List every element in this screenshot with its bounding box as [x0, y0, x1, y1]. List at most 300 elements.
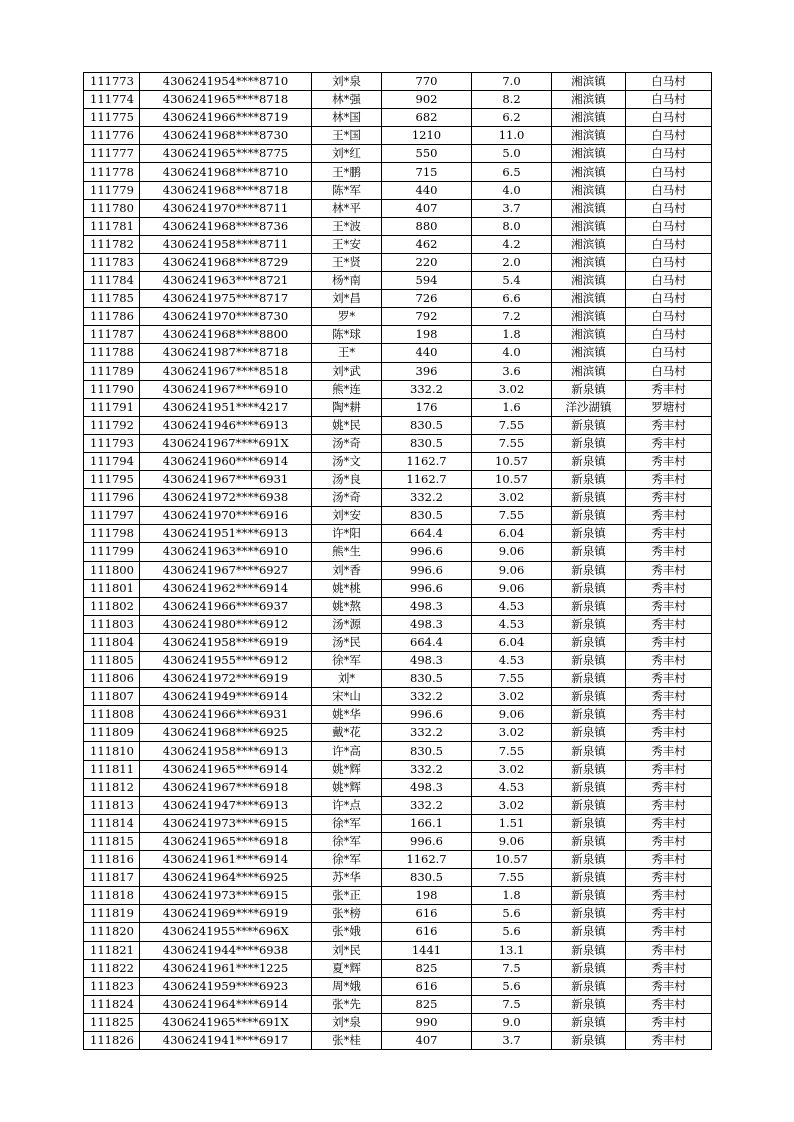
village-cell: 白马村 — [626, 73, 712, 91]
id-card-cell: 4306241944****6938 — [140, 941, 312, 959]
id-card-cell: 4306241965****6914 — [140, 760, 312, 778]
table-row — [84, 887, 712, 905]
village-cell: 秀丰村 — [626, 489, 712, 507]
record-id-cell: 111784 — [84, 272, 140, 290]
id-card-cell: 4306241968****8718 — [140, 181, 312, 199]
area-cell: 407 — [382, 199, 472, 217]
village-cell: 秀丰村 — [626, 742, 712, 760]
name-cell: 熊*连 — [312, 380, 382, 398]
record-id-cell: 111796 — [84, 489, 140, 507]
name-cell: 汤*文 — [312, 452, 382, 470]
record-id-cell: 111825 — [84, 1013, 140, 1031]
area-cell: 990 — [382, 1013, 472, 1031]
id-card-cell: 4306241964****6914 — [140, 995, 312, 1013]
name-cell: 姚*熬 — [312, 597, 382, 615]
record-id-cell: 111785 — [84, 290, 140, 308]
area-cell: 770 — [382, 73, 472, 91]
table-row — [84, 670, 712, 688]
amount-cell: 6.04 — [472, 525, 552, 543]
id-card-cell: 4306241980****6912 — [140, 615, 312, 633]
table-row — [84, 272, 712, 290]
amount-cell: 3.6 — [472, 362, 552, 380]
table-row — [84, 688, 712, 706]
id-card-cell: 4306241967****691X — [140, 434, 312, 452]
record-id-cell: 111823 — [84, 977, 140, 995]
village-cell: 白马村 — [626, 253, 712, 271]
name-cell: 刘*民 — [312, 941, 382, 959]
record-id-cell: 111826 — [84, 1031, 140, 1049]
town-cell: 新泉镇 — [552, 507, 626, 525]
town-cell: 湘滨镇 — [552, 127, 626, 145]
table-row — [84, 452, 712, 470]
name-cell: 刘* — [312, 670, 382, 688]
village-cell: 秀丰村 — [626, 597, 712, 615]
name-cell: 姚*华 — [312, 706, 382, 724]
amount-cell: 5.6 — [472, 977, 552, 995]
id-card-cell: 4306241959****6923 — [140, 977, 312, 995]
table-row — [84, 814, 712, 832]
amount-cell: 11.0 — [472, 127, 552, 145]
amount-cell: 3.02 — [472, 796, 552, 814]
record-id-cell: 111807 — [84, 688, 140, 706]
record-id-cell: 111802 — [84, 597, 140, 615]
village-cell: 秀丰村 — [626, 688, 712, 706]
area-cell: 715 — [382, 163, 472, 181]
town-cell: 新泉镇 — [552, 706, 626, 724]
id-card-cell: 4306241961****6914 — [140, 851, 312, 869]
village-cell: 秀丰村 — [626, 416, 712, 434]
area-cell: 996.6 — [382, 706, 472, 724]
table-row — [84, 145, 712, 163]
town-cell: 湘滨镇 — [552, 272, 626, 290]
record-id-cell: 111813 — [84, 796, 140, 814]
name-cell: 姚*辉 — [312, 760, 382, 778]
record-id-cell: 111820 — [84, 923, 140, 941]
area-cell: 616 — [382, 977, 472, 995]
amount-cell: 7.55 — [472, 507, 552, 525]
name-cell: 刘*泉 — [312, 73, 382, 91]
amount-cell: 4.53 — [472, 652, 552, 670]
name-cell: 王* — [312, 344, 382, 362]
id-card-cell: 4306241975****8717 — [140, 290, 312, 308]
amount-cell: 7.5 — [472, 959, 552, 977]
town-cell: 湘滨镇 — [552, 235, 626, 253]
table-row — [84, 1013, 712, 1031]
village-cell: 秀丰村 — [626, 525, 712, 543]
id-card-cell: 4306241968****8730 — [140, 127, 312, 145]
amount-cell: 4.53 — [472, 778, 552, 796]
id-card-cell: 4306241949****6914 — [140, 688, 312, 706]
name-cell: 刘*红 — [312, 145, 382, 163]
record-id-cell: 111812 — [84, 778, 140, 796]
village-cell: 罗塘村 — [626, 398, 712, 416]
village-cell: 秀丰村 — [626, 869, 712, 887]
amount-cell: 1.6 — [472, 398, 552, 416]
name-cell: 陶*耕 — [312, 398, 382, 416]
area-cell: 726 — [382, 290, 472, 308]
id-card-cell: 4306241970****8711 — [140, 199, 312, 217]
village-cell: 白马村 — [626, 362, 712, 380]
town-cell: 新泉镇 — [552, 670, 626, 688]
record-id-cell: 111808 — [84, 706, 140, 724]
area-cell: 1162.7 — [382, 452, 472, 470]
amount-cell: 6.6 — [472, 290, 552, 308]
area-cell: 616 — [382, 905, 472, 923]
amount-cell: 3.02 — [472, 380, 552, 398]
amount-cell: 9.06 — [472, 579, 552, 597]
amount-cell: 7.0 — [472, 73, 552, 91]
village-cell: 白马村 — [626, 326, 712, 344]
amount-cell: 7.55 — [472, 869, 552, 887]
record-id-cell: 111790 — [84, 380, 140, 398]
table-row — [84, 760, 712, 778]
name-cell: 许*阳 — [312, 525, 382, 543]
name-cell: 许*高 — [312, 742, 382, 760]
town-cell: 新泉镇 — [552, 977, 626, 995]
village-cell: 秀丰村 — [626, 941, 712, 959]
table-row — [84, 217, 712, 235]
id-card-cell: 4306241970****6916 — [140, 507, 312, 525]
town-cell: 新泉镇 — [552, 652, 626, 670]
town-cell: 新泉镇 — [552, 851, 626, 869]
table-row — [84, 525, 712, 543]
town-cell: 新泉镇 — [552, 887, 626, 905]
area-cell: 332.2 — [382, 489, 472, 507]
table-row — [84, 163, 712, 181]
record-id-cell: 111811 — [84, 760, 140, 778]
amount-cell: 7.55 — [472, 434, 552, 452]
record-id-cell: 111782 — [84, 235, 140, 253]
table-row — [84, 615, 712, 633]
town-cell: 新泉镇 — [552, 561, 626, 579]
amount-cell: 10.57 — [472, 851, 552, 869]
id-card-cell: 4306241961****1225 — [140, 959, 312, 977]
table-row — [84, 471, 712, 489]
name-cell: 陈*球 — [312, 326, 382, 344]
record-id-cell: 111801 — [84, 579, 140, 597]
record-id-cell: 111809 — [84, 724, 140, 742]
village-cell: 秀丰村 — [626, 959, 712, 977]
area-cell: 996.6 — [382, 543, 472, 561]
record-id-cell: 111821 — [84, 941, 140, 959]
table-row — [84, 796, 712, 814]
id-card-cell: 4306241965****8775 — [140, 145, 312, 163]
id-card-cell: 4306241968****8800 — [140, 326, 312, 344]
village-cell: 白马村 — [626, 217, 712, 235]
town-cell: 新泉镇 — [552, 760, 626, 778]
record-id-cell: 111804 — [84, 633, 140, 651]
id-card-cell: 4306241947****6913 — [140, 796, 312, 814]
village-cell: 白马村 — [626, 127, 712, 145]
town-cell: 新泉镇 — [552, 796, 626, 814]
record-id-cell: 111780 — [84, 199, 140, 217]
amount-cell: 4.2 — [472, 235, 552, 253]
amount-cell: 4.53 — [472, 597, 552, 615]
amount-cell: 5.6 — [472, 905, 552, 923]
area-cell: 830.5 — [382, 507, 472, 525]
area-cell: 198 — [382, 887, 472, 905]
name-cell: 杨*南 — [312, 272, 382, 290]
village-cell: 秀丰村 — [626, 543, 712, 561]
table-row — [84, 344, 712, 362]
table-row — [84, 434, 712, 452]
area-cell: 594 — [382, 272, 472, 290]
village-cell: 秀丰村 — [626, 706, 712, 724]
amount-cell: 9.06 — [472, 561, 552, 579]
amount-cell: 7.5 — [472, 995, 552, 1013]
area-cell: 396 — [382, 362, 472, 380]
name-cell: 熊*生 — [312, 543, 382, 561]
village-cell: 秀丰村 — [626, 814, 712, 832]
name-cell: 刘*安 — [312, 507, 382, 525]
amount-cell: 7.55 — [472, 670, 552, 688]
amount-cell: 7.55 — [472, 742, 552, 760]
name-cell: 徐*军 — [312, 652, 382, 670]
table-row — [84, 778, 712, 796]
name-cell: 许*点 — [312, 796, 382, 814]
id-card-cell: 4306241966****6937 — [140, 597, 312, 615]
record-id-cell: 111797 — [84, 507, 140, 525]
area-cell: 440 — [382, 181, 472, 199]
amount-cell: 7.55 — [472, 416, 552, 434]
town-cell: 新泉镇 — [552, 1031, 626, 1049]
area-cell: 664.4 — [382, 633, 472, 651]
village-cell: 秀丰村 — [626, 760, 712, 778]
table-row — [84, 1031, 712, 1049]
record-id-cell: 111798 — [84, 525, 140, 543]
table-row — [84, 507, 712, 525]
name-cell: 王*国 — [312, 127, 382, 145]
name-cell: 张*娥 — [312, 923, 382, 941]
village-cell: 秀丰村 — [626, 561, 712, 579]
data-table — [83, 72, 712, 1050]
id-card-cell: 4306241968****6925 — [140, 724, 312, 742]
village-cell: 秀丰村 — [626, 905, 712, 923]
name-cell: 徐*军 — [312, 851, 382, 869]
village-cell: 白马村 — [626, 235, 712, 253]
id-card-cell: 4306241955****696X — [140, 923, 312, 941]
id-card-cell: 4306241958****6919 — [140, 633, 312, 651]
record-id-cell: 111776 — [84, 127, 140, 145]
village-cell: 秀丰村 — [626, 471, 712, 489]
village-cell: 秀丰村 — [626, 923, 712, 941]
area-cell: 830.5 — [382, 742, 472, 760]
village-cell: 白马村 — [626, 199, 712, 217]
table-body — [84, 73, 712, 1050]
name-cell: 姚*辉 — [312, 778, 382, 796]
id-card-cell: 4306241966****8719 — [140, 109, 312, 127]
name-cell: 汤*奇 — [312, 434, 382, 452]
id-card-cell: 4306241987****8718 — [140, 344, 312, 362]
table-row — [84, 905, 712, 923]
village-cell: 秀丰村 — [626, 633, 712, 651]
village-cell: 秀丰村 — [626, 995, 712, 1013]
id-card-cell: 4306241967****6931 — [140, 471, 312, 489]
area-cell: 996.6 — [382, 561, 472, 579]
area-cell: 198 — [382, 326, 472, 344]
table-row — [84, 235, 712, 253]
town-cell: 新泉镇 — [552, 1013, 626, 1031]
area-cell: 332.2 — [382, 760, 472, 778]
village-cell: 白马村 — [626, 145, 712, 163]
area-cell: 616 — [382, 923, 472, 941]
table-row — [84, 326, 712, 344]
name-cell: 张*正 — [312, 887, 382, 905]
table-row — [84, 995, 712, 1013]
town-cell: 新泉镇 — [552, 869, 626, 887]
id-card-cell: 4306241968****8729 — [140, 253, 312, 271]
name-cell: 王*鹏 — [312, 163, 382, 181]
table-row — [84, 398, 712, 416]
id-card-cell: 4306241973****6915 — [140, 887, 312, 905]
amount-cell: 9.0 — [472, 1013, 552, 1031]
area-cell: 996.6 — [382, 579, 472, 597]
town-cell: 新泉镇 — [552, 543, 626, 561]
town-cell: 湘滨镇 — [552, 362, 626, 380]
record-id-cell: 111805 — [84, 652, 140, 670]
name-cell: 汤*源 — [312, 615, 382, 633]
record-id-cell: 111779 — [84, 181, 140, 199]
table-row — [84, 308, 712, 326]
id-card-cell: 4306241967****6927 — [140, 561, 312, 579]
village-cell: 白马村 — [626, 272, 712, 290]
area-cell: 1210 — [382, 127, 472, 145]
record-id-cell: 111778 — [84, 163, 140, 181]
village-cell: 秀丰村 — [626, 778, 712, 796]
record-id-cell: 111794 — [84, 452, 140, 470]
area-cell: 462 — [382, 235, 472, 253]
amount-cell: 10.57 — [472, 452, 552, 470]
town-cell: 新泉镇 — [552, 995, 626, 1013]
area-cell: 682 — [382, 109, 472, 127]
amount-cell: 2.0 — [472, 253, 552, 271]
village-cell: 秀丰村 — [626, 652, 712, 670]
table-row — [84, 832, 712, 850]
name-cell: 张*榜 — [312, 905, 382, 923]
town-cell: 湘滨镇 — [552, 73, 626, 91]
record-id-cell: 111793 — [84, 434, 140, 452]
name-cell: 林*强 — [312, 91, 382, 109]
name-cell: 姚*桃 — [312, 579, 382, 597]
amount-cell: 3.02 — [472, 489, 552, 507]
amount-cell: 4.0 — [472, 181, 552, 199]
record-id-cell: 111777 — [84, 145, 140, 163]
id-card-cell: 4306241965****691X — [140, 1013, 312, 1031]
record-id-cell: 111810 — [84, 742, 140, 760]
village-cell: 白马村 — [626, 181, 712, 199]
record-id-cell: 111773 — [84, 73, 140, 91]
id-card-cell: 4306241962****6914 — [140, 579, 312, 597]
area-cell: 830.5 — [382, 869, 472, 887]
table-row — [84, 941, 712, 959]
town-cell: 新泉镇 — [552, 724, 626, 742]
village-cell: 白马村 — [626, 163, 712, 181]
amount-cell: 3.7 — [472, 1031, 552, 1049]
id-card-cell: 4306241965****6918 — [140, 832, 312, 850]
id-card-cell: 4306241951****4217 — [140, 398, 312, 416]
record-id-cell: 111816 — [84, 851, 140, 869]
table-row — [84, 724, 712, 742]
town-cell: 湘滨镇 — [552, 290, 626, 308]
town-cell: 新泉镇 — [552, 959, 626, 977]
area-cell: 332.2 — [382, 796, 472, 814]
record-id-cell: 111786 — [84, 308, 140, 326]
area-cell: 332.2 — [382, 688, 472, 706]
name-cell: 陈*军 — [312, 181, 382, 199]
record-id-cell: 111817 — [84, 869, 140, 887]
amount-cell: 10.57 — [472, 471, 552, 489]
id-card-cell: 4306241968****8736 — [140, 217, 312, 235]
id-card-cell: 4306241958****6913 — [140, 742, 312, 760]
village-cell: 秀丰村 — [626, 670, 712, 688]
amount-cell: 1.51 — [472, 814, 552, 832]
town-cell: 湘滨镇 — [552, 163, 626, 181]
area-cell: 332.2 — [382, 724, 472, 742]
amount-cell: 3.02 — [472, 688, 552, 706]
amount-cell: 9.06 — [472, 832, 552, 850]
town-cell: 新泉镇 — [552, 579, 626, 597]
table-row — [84, 489, 712, 507]
area-cell: 830.5 — [382, 434, 472, 452]
amount-cell: 5.0 — [472, 145, 552, 163]
amount-cell: 3.02 — [472, 724, 552, 742]
town-cell: 新泉镇 — [552, 778, 626, 796]
record-id-cell: 111824 — [84, 995, 140, 1013]
record-id-cell: 111800 — [84, 561, 140, 579]
amount-cell: 6.5 — [472, 163, 552, 181]
id-card-cell: 4306241967****6918 — [140, 778, 312, 796]
table-row — [84, 91, 712, 109]
table-row — [84, 652, 712, 670]
amount-cell: 7.2 — [472, 308, 552, 326]
table-row — [84, 597, 712, 615]
name-cell: 林*国 — [312, 109, 382, 127]
record-id-cell: 111775 — [84, 109, 140, 127]
record-id-cell: 111814 — [84, 814, 140, 832]
id-card-cell: 4306241963****6910 — [140, 543, 312, 561]
id-card-cell: 4306241968****8710 — [140, 163, 312, 181]
record-id-cell: 111787 — [84, 326, 140, 344]
village-cell: 秀丰村 — [626, 796, 712, 814]
table-row — [84, 977, 712, 995]
village-cell: 秀丰村 — [626, 724, 712, 742]
id-card-cell: 4306241951****6913 — [140, 525, 312, 543]
name-cell: 汤*奇 — [312, 489, 382, 507]
town-cell: 新泉镇 — [552, 742, 626, 760]
table-row — [84, 290, 712, 308]
amount-cell: 8.0 — [472, 217, 552, 235]
town-cell: 新泉镇 — [552, 941, 626, 959]
table-row — [84, 869, 712, 887]
area-cell: 825 — [382, 959, 472, 977]
village-cell: 秀丰村 — [626, 615, 712, 633]
area-cell: 830.5 — [382, 416, 472, 434]
table-row — [84, 253, 712, 271]
name-cell: 刘*武 — [312, 362, 382, 380]
village-cell: 秀丰村 — [626, 1031, 712, 1049]
name-cell: 戴*花 — [312, 724, 382, 742]
town-cell: 新泉镇 — [552, 434, 626, 452]
village-cell: 白马村 — [626, 109, 712, 127]
record-id-cell: 111774 — [84, 91, 140, 109]
id-card-cell: 4306241963****8721 — [140, 272, 312, 290]
record-id-cell: 111815 — [84, 832, 140, 850]
area-cell: 407 — [382, 1031, 472, 1049]
record-id-cell: 111818 — [84, 887, 140, 905]
village-cell: 秀丰村 — [626, 832, 712, 850]
name-cell: 王*安 — [312, 235, 382, 253]
amount-cell: 5.6 — [472, 923, 552, 941]
